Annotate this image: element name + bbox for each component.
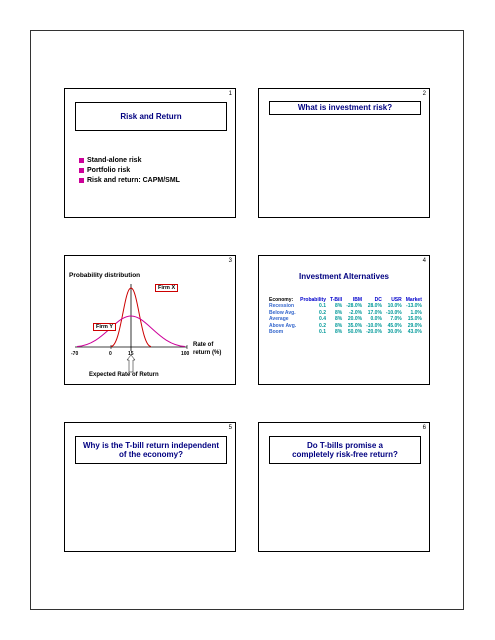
- tick-label: 100: [181, 351, 190, 357]
- distribution-chart: [65, 256, 237, 386]
- slide-number: 6: [422, 425, 426, 431]
- bullet-text: Stand-alone risk: [87, 157, 142, 164]
- slide-1: [64, 88, 236, 218]
- tick-label: 0: [109, 351, 112, 357]
- table-cell: 8%: [334, 309, 343, 316]
- table-cell: -10.0%: [385, 309, 402, 316]
- slide-3: [64, 255, 236, 385]
- table-cell: Recession: [269, 303, 295, 309]
- slide-number: 4: [422, 258, 426, 264]
- table-cell: Boom: [269, 329, 284, 335]
- bullet-square-icon: [79, 158, 84, 163]
- slide-number: 1: [228, 91, 232, 97]
- table-cell: -2.0%: [349, 309, 363, 316]
- table-header: Market: [405, 297, 422, 303]
- axis-label: return (%): [193, 350, 222, 356]
- arrow-up-icon: [127, 355, 135, 372]
- table-cell: 29.0%: [407, 322, 422, 329]
- table-cell: 0.4: [319, 316, 326, 322]
- table-cell: 8%: [334, 316, 343, 322]
- slide-number: 2: [422, 91, 426, 97]
- axis-label: Rate of: [193, 342, 214, 348]
- table-cell: 28.0%: [367, 303, 382, 309]
- table-cell: 30.0%: [387, 329, 402, 335]
- slide-title-text: What is investment risk?: [297, 103, 393, 113]
- chart-title: Probability distribution: [69, 272, 141, 279]
- table-cell: Below Avg.: [269, 309, 296, 316]
- table-cell: 8%: [334, 303, 343, 309]
- table-cell: 50.0%: [347, 329, 363, 335]
- slide-title: Investment Alternatives: [299, 272, 389, 281]
- table-cell: 0.2: [319, 322, 326, 329]
- expected-return-label: Expected Rate of Return: [89, 372, 159, 378]
- bullet-square-icon: [79, 178, 84, 183]
- table-cell: 43.0%: [407, 329, 422, 335]
- table-header: IBM: [352, 297, 363, 303]
- slide-title-line-2: completely risk-free return?: [292, 450, 398, 459]
- slide-title: [75, 102, 227, 131]
- table-cell: 45.0%: [387, 322, 402, 329]
- table-cell: 0.2: [319, 309, 326, 316]
- table-row: [269, 303, 424, 310]
- table-row: [269, 329, 424, 336]
- slide-title-line-1: Do T-bills promise a: [306, 440, 383, 450]
- table-cell: -10.0%: [366, 322, 382, 329]
- table-cell: 35.0%: [347, 322, 363, 329]
- list-item: [79, 167, 180, 174]
- table-cell: 1.0%: [410, 309, 422, 316]
- table-cell: 0.0%: [370, 316, 382, 322]
- slide-number: 3: [228, 258, 232, 264]
- slide-5: [64, 422, 236, 552]
- table-cell: 0.1: [319, 303, 326, 309]
- slide-title-text: Risk and Return: [120, 111, 182, 121]
- table-cell: 7.0%: [390, 316, 402, 322]
- table-header: USR: [391, 297, 402, 303]
- bullet-text: Portfolio risk: [87, 167, 131, 174]
- slide-title-line-1: Why is the T-bill return independent: [82, 440, 219, 450]
- bullet-text: Risk and return: CAPM/SML: [87, 177, 180, 184]
- table-header: T-Bill: [329, 297, 343, 303]
- slide-2: [258, 88, 430, 218]
- table-cell: -20.0%: [366, 329, 382, 335]
- table-header: DC: [374, 297, 382, 303]
- slide-number: 5: [228, 425, 232, 431]
- table-cell: -13.0%: [406, 303, 422, 309]
- list-item: [79, 157, 180, 164]
- slide-title-line-2: of the economy?: [118, 450, 183, 459]
- table-header: Economy:: [269, 297, 294, 303]
- firm-y-label: Firm Y: [93, 323, 116, 331]
- table-cell: 0.1: [319, 329, 326, 335]
- table-header: Probability: [300, 297, 326, 303]
- firm-x-label: Firm X: [155, 284, 178, 292]
- table-cell: 8%: [334, 329, 343, 335]
- list-item: [79, 177, 180, 184]
- table-cell: 15.0%: [407, 316, 422, 322]
- table-cell: 10.0%: [387, 303, 402, 309]
- bullet-list: [79, 157, 180, 187]
- tick-label: -70: [71, 351, 79, 357]
- slide-6: [258, 422, 430, 552]
- table-cell: 20.0%: [347, 316, 363, 322]
- investment-table: [269, 297, 424, 336]
- slide-title: [269, 436, 421, 464]
- table-cell: Average: [269, 316, 289, 322]
- tick-label: 15: [128, 351, 134, 357]
- slide-title: [269, 101, 421, 115]
- table-cell: -28.0%: [346, 303, 363, 309]
- table-cell: Above Avg.: [269, 322, 297, 329]
- slide-title: [75, 436, 227, 464]
- slide-4: [258, 255, 430, 385]
- bullet-square-icon: [79, 168, 84, 173]
- table-cell: 17.0%: [367, 309, 382, 316]
- table-cell: 8%: [334, 322, 343, 329]
